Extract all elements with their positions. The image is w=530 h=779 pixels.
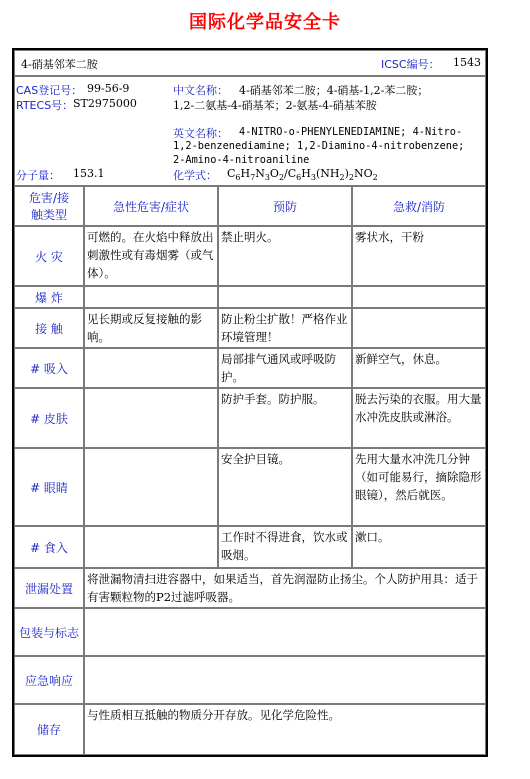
skin-acute (84, 388, 218, 448)
en-name-line1: 4-NITRO-o-PHENYLENEDIAMINE; 4-Nitro- (239, 126, 463, 138)
cn-name-line2: 1,2-二氨基-4-硝基苯；2-氨基-4-硝基苯胺 (173, 99, 377, 112)
col-header-type-text: 危害/接触类型 (28, 191, 70, 222)
cas-label: CAS登记号： (16, 84, 83, 97)
mw-label: 分子量： (16, 169, 60, 182)
row-label-exposure: 接 触 (14, 308, 84, 348)
col-header-type (14, 186, 84, 226)
row-label-emergency: 应急响应 (14, 656, 84, 704)
chemical-name: 4-硝基邻苯二胺 (21, 58, 98, 71)
row-label-skin: # 皮肤 (14, 388, 84, 448)
row-label-fire: 火 灾 (14, 226, 84, 286)
inhalation-prevention: 局部排气通风或呼吸防护。 (218, 348, 352, 388)
inhalation-first-aid: 新鲜空气，休息。 (352, 348, 486, 388)
ingestion-acute (84, 526, 218, 568)
cn-name-label: 中文名称： (173, 84, 228, 97)
exposure-first-aid (352, 308, 486, 348)
chemical-formula: $C_6H_7N_3O_2/C_6H_3(NH_2)_2NO_2$ (227, 167, 378, 183)
col-header-first-aid (352, 186, 486, 226)
explosion-first-aid (352, 286, 486, 308)
row-label-ingestion: # 食入 (14, 526, 84, 568)
skin-prevention: 防护手套。防护服。 (218, 388, 352, 448)
col-header-prevention-text: 预防 (272, 199, 297, 214)
cas-value: 99-56-9 (87, 82, 130, 95)
fire-acute: 可燃的。在火焰中释放出刺激性或有毒烟雾（或气体）。 (84, 226, 218, 286)
en-name-line2: 1,2-benzenediamine; 1,2-Diamino-4-nitrobenzene; (173, 140, 465, 152)
safety-card (12, 48, 488, 757)
row-label-inhalation: # 吸入 (14, 348, 84, 388)
eyes-first-aid: 先用大量水冲洗几分钟（如可能易行，摘除隐形眼镜），然后就医。 (352, 448, 486, 526)
inhalation-acute (84, 348, 218, 388)
col-header-acute-text: 急性危害/症状 (112, 199, 190, 214)
col-header-acute (84, 186, 218, 226)
formula-label: 化学式： (173, 169, 217, 182)
card-title: 国际化学品安全卡 (189, 12, 341, 33)
eyes-prevention: 安全护目镜。 (218, 448, 352, 526)
row-label-packaging: 包装与标志 (14, 608, 84, 656)
packaging-text (84, 608, 486, 656)
mw-value: 153.1 (73, 167, 105, 180)
emergency-text (84, 656, 486, 704)
ingestion-prevention: 工作时不得进食，饮水或吸烟。 (218, 526, 352, 568)
row-label-explosion: 爆 炸 (14, 286, 84, 308)
card-header (14, 50, 486, 76)
skin-first-aid: 脱去污染的衣服。用大量水冲洗皮肤或淋浴。 (352, 388, 486, 448)
exposure-acute: 见长期或反复接触的影响。 (84, 308, 218, 348)
en-name-line3: 2-Amino-4-nitroaniline (173, 154, 310, 166)
eyes-acute (84, 448, 218, 526)
cn-name-line1: 4-硝基邻苯二胺；4-硝基-1,2-苯二胺； (239, 84, 429, 97)
col-header-first-aid-text: 急救/消防 (392, 199, 446, 214)
en-name-label: 英文名称： (173, 127, 228, 140)
exposure-prevention: 防止粉尘扩散！严格作业环境管理！ (218, 308, 352, 348)
identifier-block (14, 76, 486, 186)
icsc-number: 1543 (453, 56, 481, 69)
storage-text: 与性质相互抵触的物质分开存放。见化学危险性。 (84, 704, 486, 755)
row-label-storage: 储存 (14, 704, 84, 755)
icsc-label: ICSC编号： (381, 58, 440, 71)
col-header-prevention (218, 186, 352, 226)
rtecs-label: RTECS号： (16, 99, 74, 112)
explosion-acute (84, 286, 218, 308)
ingestion-first-aid: 漱口。 (352, 526, 486, 568)
row-label-spillage: 泄漏处置 (14, 568, 84, 608)
explosion-prevention (218, 286, 352, 308)
fire-prevention: 禁止明火。 (218, 226, 352, 286)
rtecs-value: ST2975000 (73, 97, 137, 110)
spillage-text: 将泄漏物清扫进容器中，如果适当，首先润湿防止扬尘。个人防护用具：适于有害颗粒物的P2过滤呼吸器。 (84, 568, 486, 608)
fire-first-aid: 雾状水，干粉 (352, 226, 486, 286)
row-label-eyes: # 眼睛 (14, 448, 84, 526)
